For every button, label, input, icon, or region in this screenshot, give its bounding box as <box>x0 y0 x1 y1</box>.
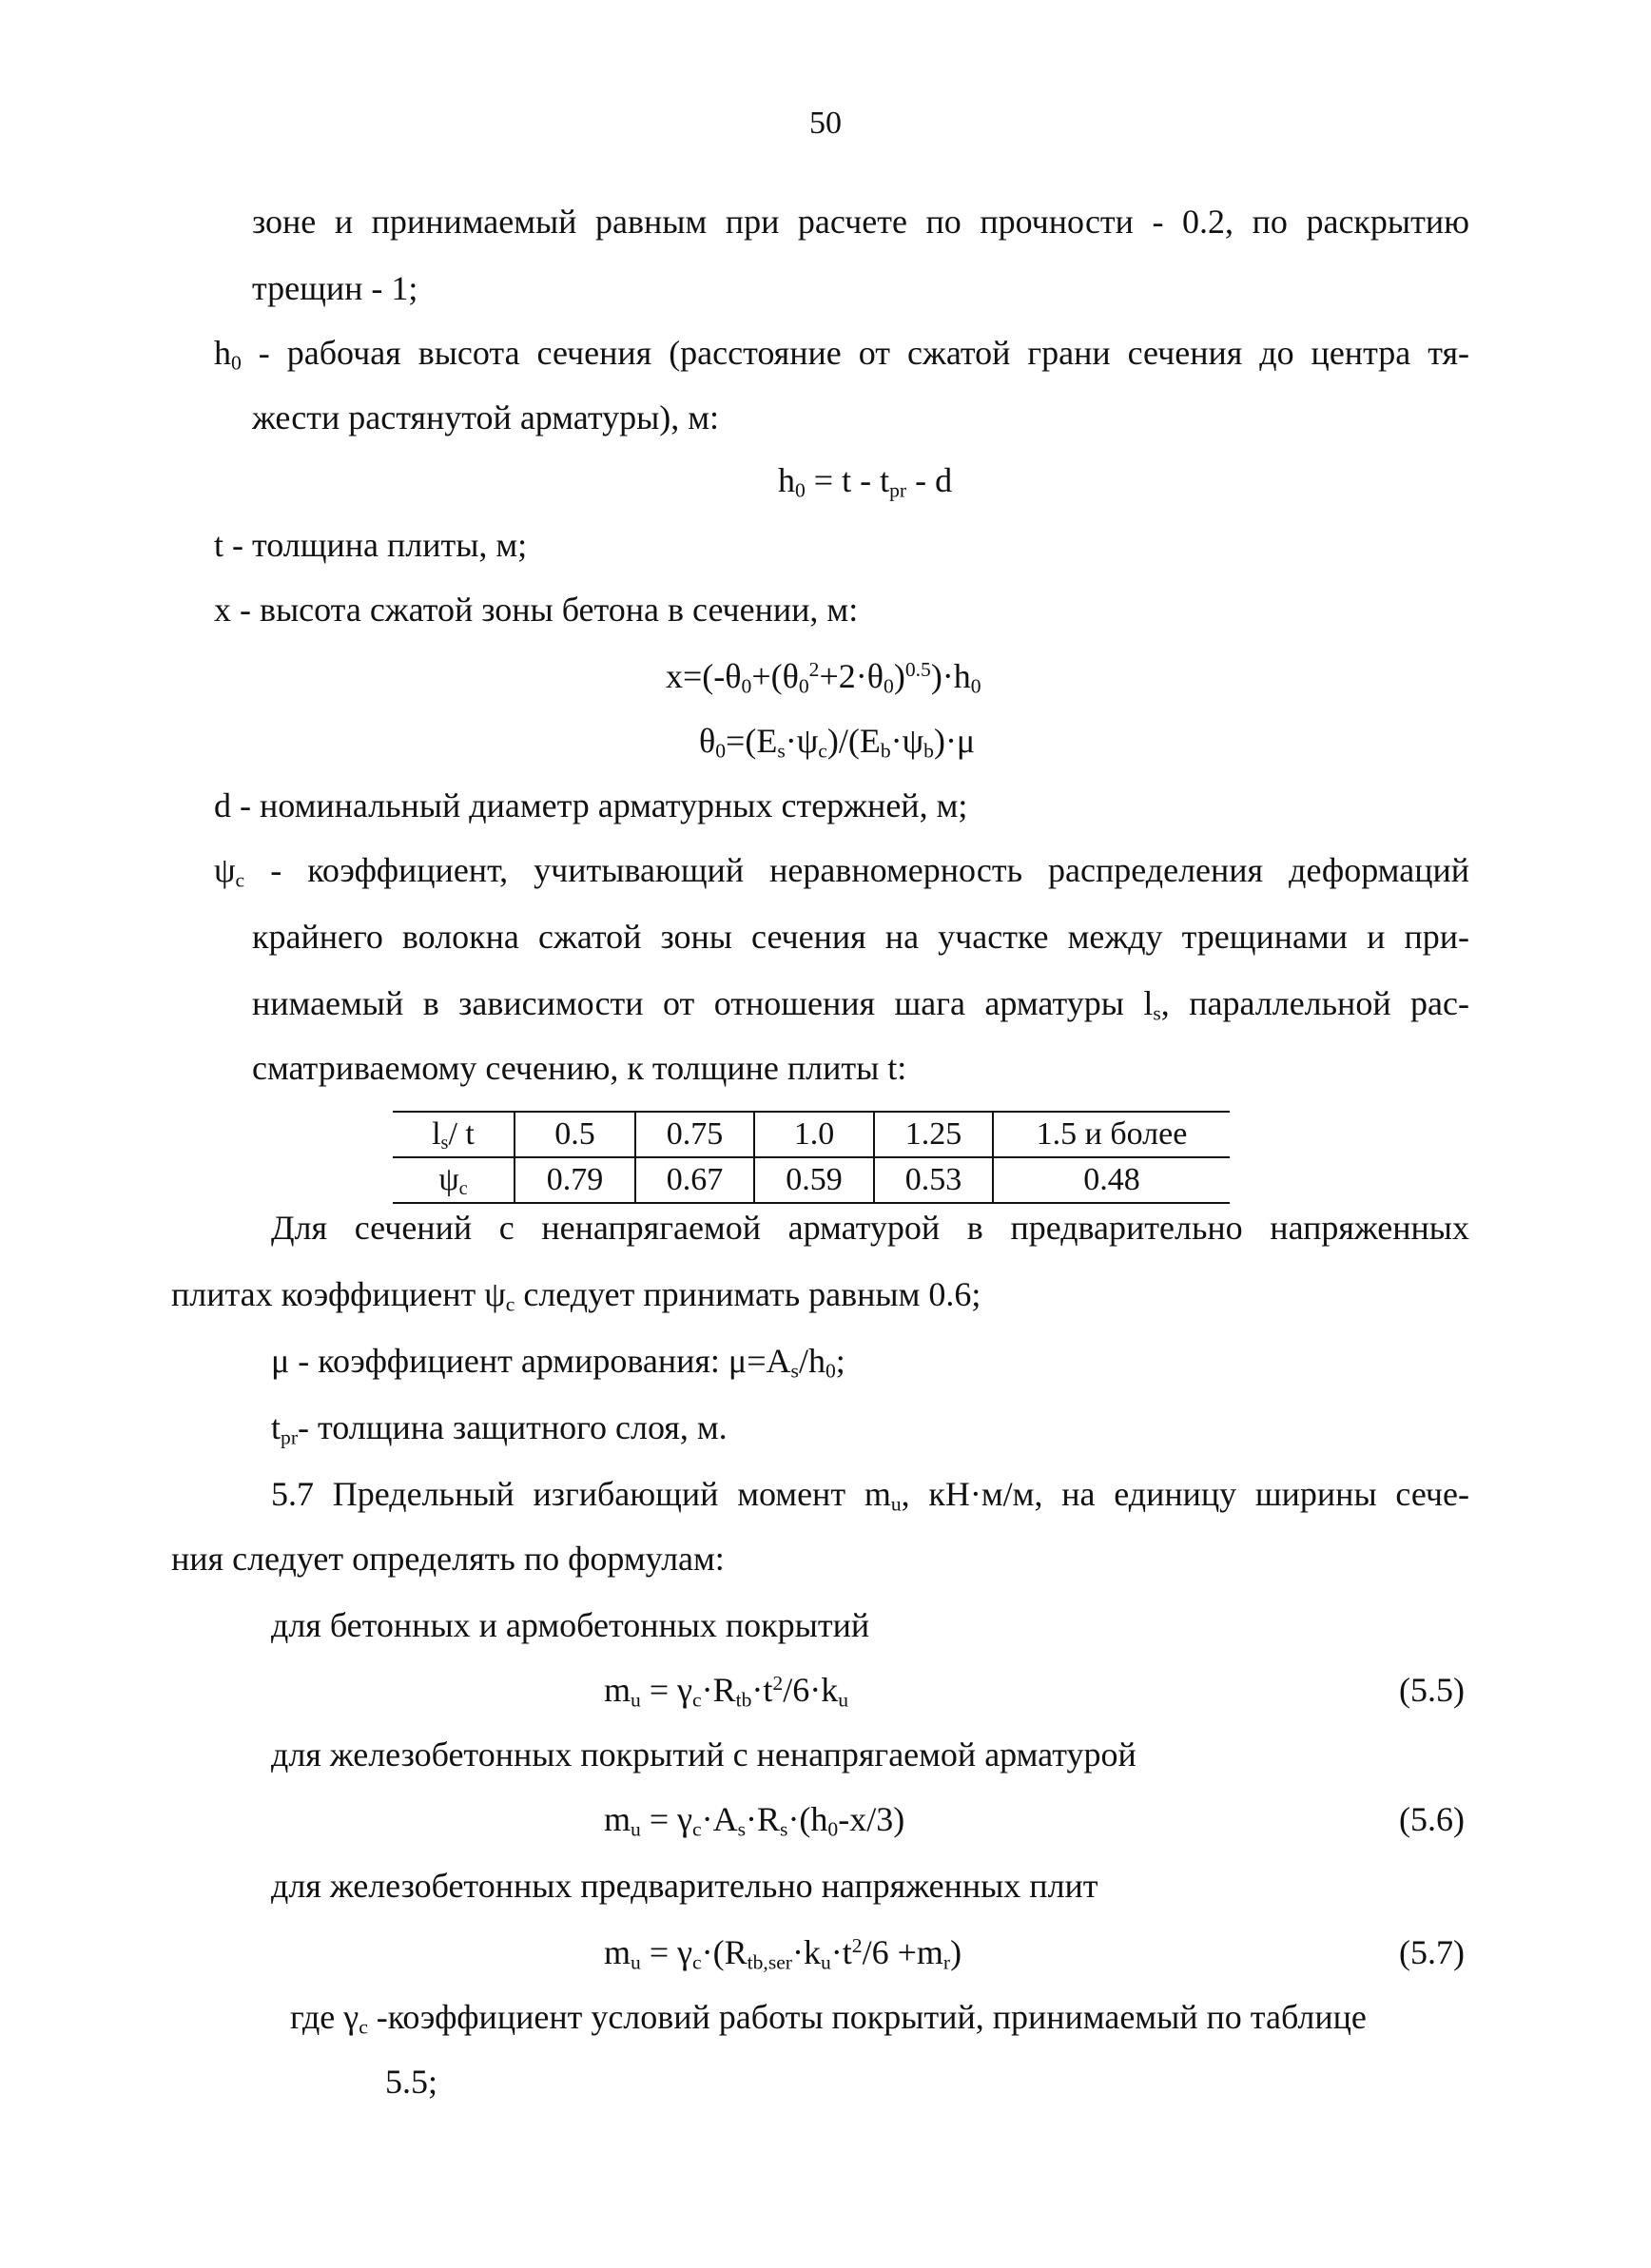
definition-text: - рабочая высота сечения (расстояние от сжатой грани сечения до центра тя- <box>241 334 1469 372</box>
tpr-definition: $t_{pr}-$ толщина защитного слоя, м. <box>271 1408 728 1449</box>
table-cell: 0.59 <box>754 1157 874 1203</box>
table-cell: 0.67 <box>635 1157 754 1203</box>
equation-number: (5.6) <box>1399 1800 1465 1838</box>
case-label: для железобетонных предварительно напряженных плит <box>271 1867 1098 1905</box>
table-cell: 0.53 <box>874 1157 993 1203</box>
equation-5-7: $m_u = \gamma_c\cdot(R_{tb,ser}\cdot k_u\cdot t^2/6 +m_r)$ <box>604 1933 962 1974</box>
paragraph-line: трещин - 1; <box>252 269 418 307</box>
table-header-cell: $l_s/$ t <box>393 1112 515 1157</box>
paragraph-line: нимаемый в зависимости от отношения шага арматуры $l_s$, параллельной рас- <box>252 984 1470 1025</box>
equation-x: $x=(-\theta_0+(\theta_0^2+2\cdot\theta_0)^{0.5})\cdot h_0$ <box>666 657 981 698</box>
t-definition: t - толщина плиты, м; <box>214 526 528 564</box>
gamma-definition: где $\gamma_c$ -коэффициент условий работы покрытий, принимаемый по таблице <box>290 1998 1367 2039</box>
equation-5-5: $m_u = \gamma_c\cdot R_{tb}\cdot t^2/6\cdot k_u$ <box>604 1671 849 1712</box>
equation-number: (5.7) <box>1399 1933 1465 1971</box>
equation-number: (5.5) <box>1399 1671 1465 1709</box>
paragraph-line: 5.7 Предельный изгибающий момент $m_u$, кН·м/м, на единицу ширины сече- <box>271 1475 1469 1516</box>
paragraph-line: Для сечений с ненапрягаемой арматурой в предварительно напряженных <box>271 1209 1469 1247</box>
case-label: для железобетонных покрытий с ненапрягаемой арматурой <box>271 1735 1136 1774</box>
paragraph-line: сматриваемому сечению, к толщине плиты t: <box>252 1049 907 1087</box>
mu-definition: μ - коэффициент армирования: $\mu=A_s/h_0$; <box>271 1342 845 1383</box>
subscript: 0 <box>231 351 242 375</box>
table-cell: 0.48 <box>993 1157 1230 1203</box>
paragraph-line: жести растянутой арматуры), м: <box>252 398 720 436</box>
paragraph-line: 5.5; <box>385 2063 438 2101</box>
page-number: 50 <box>809 106 842 141</box>
table-header-cell: $\psi_c$ <box>393 1157 515 1203</box>
equation-theta: $\theta_0=(E_s\cdot\psi_c)/(E_b\cdot\psi_b)\cdot\mu$ <box>699 722 976 763</box>
equation-h0: $h_0 = t - t_{pr} - d$ <box>778 461 953 502</box>
table-row <box>393 1157 1230 1203</box>
psi-definition: $\psi_c$ - коэффициент, учитывающий неравномерность распределения деформаций <box>214 851 1469 892</box>
paragraph-line: плитах коэффициент $\psi_c$ следует принимать равным 0.6; <box>171 1275 981 1316</box>
d-definition: d - номинальный диаметр арматурных стержней, м; <box>214 786 968 824</box>
table-row <box>393 1112 1230 1157</box>
case-label: для бетонных и армобетонных покрытий <box>271 1606 870 1644</box>
h0-symbol: h <box>214 334 231 372</box>
table-cell: 0.75 <box>635 1112 754 1157</box>
psi-coefficient-table <box>393 1111 1230 1204</box>
x-definition: х - высота сжатой зоны бетона в сечении, м: <box>214 591 859 629</box>
table-cell: 0.79 <box>515 1157 635 1203</box>
table-cell: 1.5 и более <box>993 1112 1230 1157</box>
equation-5-6: $m_u = \gamma_c\cdot A_s\cdot R_s\cdot(h_0-x/3)$ <box>604 1800 905 1841</box>
table-cell: 1.0 <box>754 1112 874 1157</box>
paragraph-line: крайнего волокна сжатой зоны сечения на участке между трещинами и при- <box>252 918 1469 956</box>
table-cell: 1.25 <box>874 1112 993 1157</box>
paragraph-line: ния следует определять по формулам: <box>171 1540 725 1578</box>
h0-definition <box>214 333 1469 374</box>
paragraph-line: зоне и принимаемый равным при расчете по прочности - 0.2, по раскрытию <box>252 203 1469 241</box>
table-cell: 0.5 <box>515 1112 635 1157</box>
